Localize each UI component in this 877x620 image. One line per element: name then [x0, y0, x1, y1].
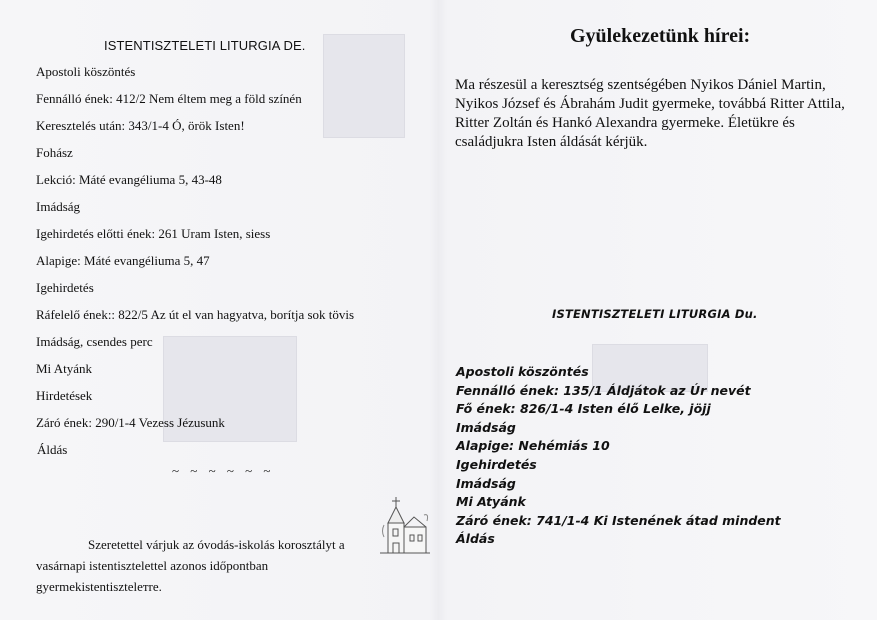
liturgy-item: Hirdetések — [36, 388, 93, 403]
bleed-through-photo — [323, 34, 405, 138]
liturgy-item: Imádság, csendes perc — [36, 334, 153, 349]
liturgy-item: Záró ének: 741/1-4 Ki Istenének átad mindent — [456, 512, 781, 528]
liturgy-item: Apostoli köszöntés — [36, 64, 136, 79]
liturgy-item: Alapige: Nehémiás 10 — [456, 438, 610, 454]
liturgy-item: Igehirdetés — [456, 456, 537, 472]
liturgy-item: Alapige: Máté evangéliuma 5, 47 — [36, 253, 210, 268]
church-icon — [380, 495, 430, 557]
afternoon-liturgy-title: ISTENTISZTELETI LITURGIA Du. — [552, 307, 758, 321]
morning-liturgy-title: ISTENTISZTELETI LITURGIA DE. — [104, 38, 306, 53]
liturgy-item: Fő ének: 826/1-4 Isten élő Lelke, jöjj — [456, 401, 711, 417]
liturgy-item: Imádság — [456, 475, 516, 491]
liturgy-item: Apostoli köszöntés — [456, 364, 589, 379]
children-service-invite — [36, 534, 376, 597]
liturgy-item: Mi Atyánk — [456, 494, 526, 510]
invite-line: vasárnapi istentisztelettel azonos időpontban — [36, 558, 269, 573]
liturgy-item: Imádság — [456, 419, 516, 435]
separator: ~ ~ ~ ~ ~ ~ — [172, 463, 275, 478]
liturgy-item: Igehirdetés előtti ének: 261 Uram Isten, siess — [36, 226, 271, 241]
news-text: Ma részesül a keresztség szentségében Nyikos Dániel Martin, Nyikos József és Ábrahám Judit gyermeke, továbbá Ritter Attila, Ritter Zoltán és Hankó Alexandra gyermeke. Életükre és családjukra Isten áldását kérjük. — [455, 77, 845, 150]
news-title: Gyülekezetünk hírei: — [570, 25, 751, 47]
liturgy-item: Áldás — [37, 442, 68, 457]
liturgy-item: Ráfelelő ének:: 822/5 Az út el van hagyatva, borítja sok tövis — [36, 307, 355, 322]
liturgy-item: Fohász — [36, 145, 73, 160]
liturgy-item: Keresztelés után: 343/1-4 Ó, örök Isten! — [36, 118, 245, 133]
liturgy-item: Fennálló ének: 135/1 Áldjátok az Úr nevét — [456, 382, 751, 398]
invite-line: gyermekistentisztelетre. — [36, 579, 162, 594]
liturgy-item: Lekció: Máté evangéliuma 5, 43-48 — [36, 172, 222, 187]
liturgy-item: Záró ének: 290/1-4 Vezess Jézusunk — [36, 415, 225, 430]
liturgy-item: Áldás — [456, 531, 495, 547]
afternoon-liturgy-list — [456, 363, 781, 549]
liturgy-item: Igehirdetés — [36, 280, 94, 295]
liturgy-item: Fennálló ének: 412/2 Nem éltem meg a föld színén — [36, 91, 302, 106]
liturgy-item: Mi Atyánk — [36, 361, 92, 376]
liturgy-item: Imádság — [36, 199, 81, 214]
invite-line: Szeretettel várjuk az óvodás-iskolás korosztályt a — [88, 537, 345, 552]
